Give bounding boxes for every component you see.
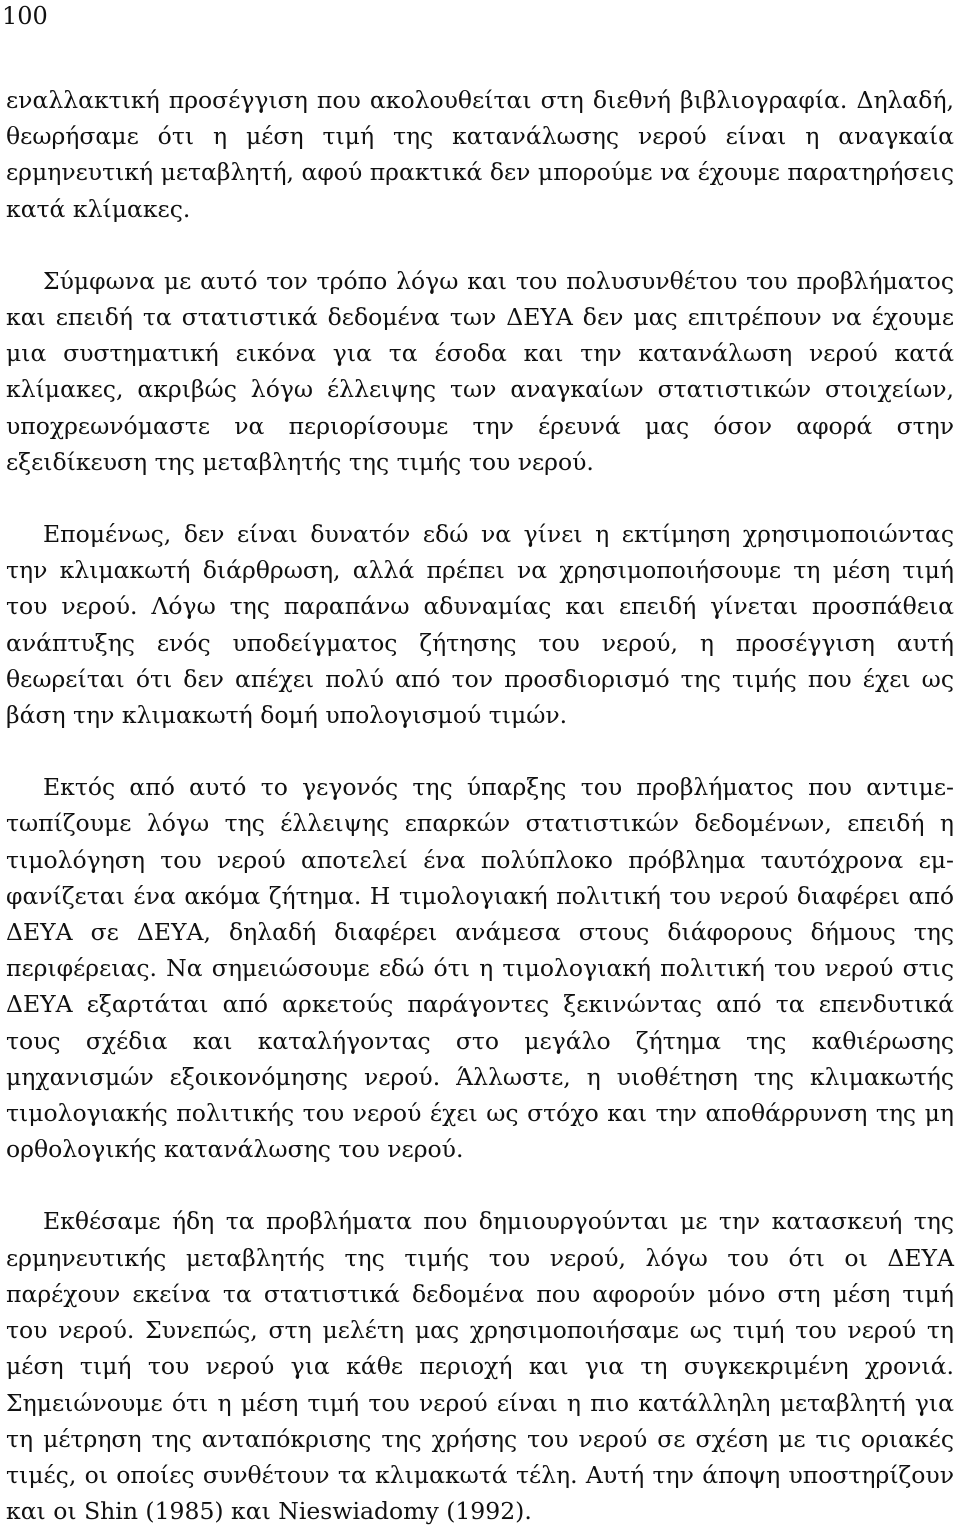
paragraph-2: Σύμφωνα με αυτό τον τρόπο λόγω και του πολυσυνθέτου του προβλήματος και επειδή τα στατιστικά δεδομένα των ΔΕΥΑ δεν μας επιτρέπουν να έχουμε μια συστηματική εικόνα για τα έσοδα και την κατανάλωση νερού κατά κλίμακες, ακριβώς λόγω έλλειψης των αναγκαίων στατιστικών στοιχείων, υποχρεωνόμαστε να περιορίσουμε την έρευνά μας όσον αφορά στην εξειδίκευση της μεταβλητής της τιμής του νερού. [6, 266, 954, 476]
paragraph-1: εναλλακτική προσέγγιση που ακολουθείται στη διεθνή βιβλιογραφία. Δηλαδή, θεωρήσαμε ότι η μέση τιμή της κατανάλωσης νερού είναι η αναγκαία ερμηνευτική μεταβλητή, αφού πρακτικά δεν μπορούμε να έχουμε παρατηρήσεις κατά κλίμακες. [6, 86, 954, 223]
paragraph-3: Επομένως, δεν είναι δυνατόν εδώ να γίνει η εκτίμηση χρησιμοποιώντας την κλιμακωτή διάρθρωση, αλλά πρέπει να χρησιμοποιήσουμε τη μέση τιμή του νερού. Λόγω της παραπάνω αδυναμίας και επειδή γίνεται προσπάθεια ανάπτυξης ενός υποδείγματος ζήτησης του νερού, η προσέγγιση αυτή θεωρείται ότι δεν απέχει πολύ από τον προσδιορισμό της τιμής που έχει ως βάση την κλιμακωτή δομή υπολογισμού τιμών. [6, 520, 954, 730]
paragraph-5: Εκθέσαμε ήδη τα προβλήματα που δημιουργούνται με την κατασκευή της ερμηνευτικής μεταβλητής της τιμής του νερού, λόγω του ότι οι ΔΕΥΑ παρέχουν εκείνα τα στατιστικά δεδομένα που αφορούν μόνο στη μέση τιμή του νερού. Συνεπώς, στη μελέτη μας χρησιμοποιήσαμε ως τιμή του νερού τη μέση τιμή του νερού για κάθε περιοχή και για τη συγκεκριμένη χρονιά. Σημειώνουμε ότι η μέση τιμή του νερού είναι η πιο κατάλληλη μεταβλητή για τη μέτρηση της ανταπόκρισης της χρήσης του νερού σε σχέση με τις οριακές τιμές, οι οποίες συνθέτουν τα κλιμακωτά τέλη. Αυτή την άποψη υποστηρίζουν και οι Shin (1985) και Nieswiadomy (1992). [6, 1207, 954, 1526]
document-body [6, 82, 954, 1529]
page-number: 100 [2, 2, 48, 30]
paragraph-4: Εκτός από αυτό το γεγονός της ύπαρξης του προβλήματος που αντιμετωπίζουμε λόγω της έλλειψης επαρκών στατιστικών δεδομένων, επειδή η τιμολόγηση του νερού αποτελεί ένα πολύπλοκο πρόβλημα ταυτόχρονα εμφανίζεται ένα ακόμα ζήτημα. Η τιμολογιακή πολιτική του νερού διαφέρει από ΔΕΥΑ σε ΔΕΥΑ, δηλαδή διαφέρει ανάμεσα στους διάφορους δήμους της περιφέρειας. Να σημειώσουμε εδώ ότι η τιμολογιακή πολιτική του νερού στις ΔΕΥΑ εξαρτάται από αρκετούς παράγοντες ξεκινώντας από τα επενδυτικά τους σχέδια και καταλήγοντας στο μεγάλο ζήτημα της καθιέρωσης μηχανισμών εξοικονόμησης νερού. Άλλωστε, η υιοθέτηση της κλιμακωτής τιμολογιακής πολιτικής του νερού έχει ως στόχο και την αποθάρρυνση της μη ορθολογικής κατανάλωσης του νερού. [6, 773, 954, 1164]
